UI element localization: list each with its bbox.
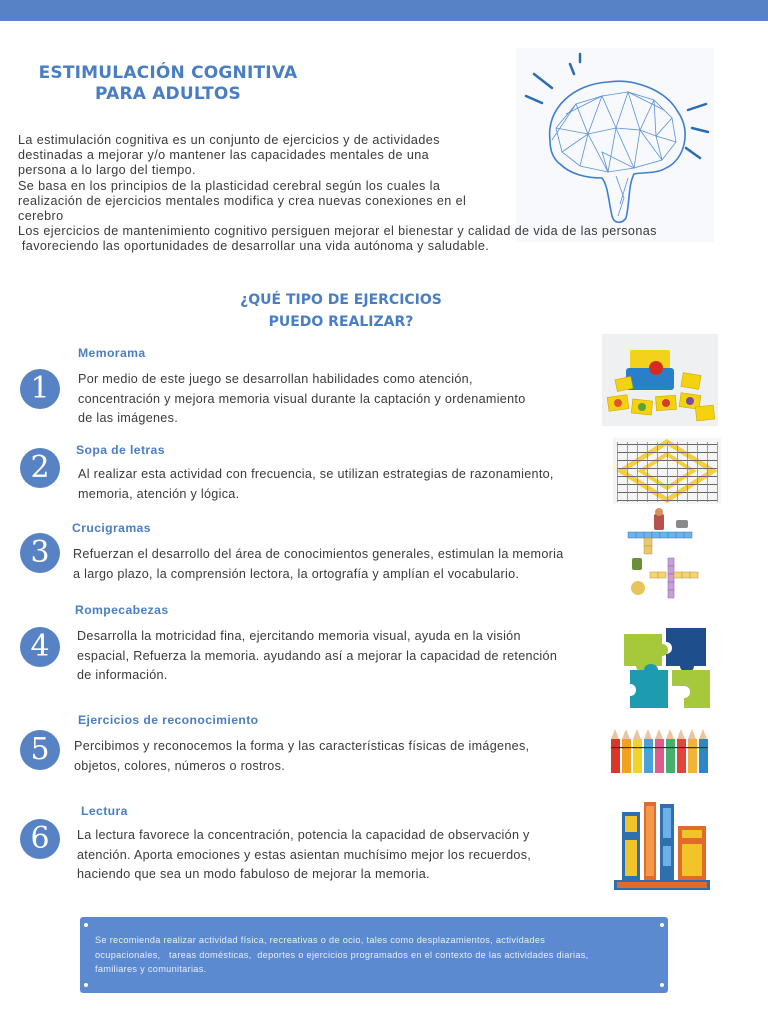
corner-dot [660, 983, 664, 987]
exercise-description-memorama [78, 370, 526, 429]
intro-paragraph [18, 133, 718, 255]
exercise-title-memorama: Memorama [78, 346, 146, 360]
intro-line: cerebro [18, 209, 64, 224]
puzzle-icon [622, 624, 712, 710]
description-line: objetos, colores, números o rostros. [74, 758, 285, 773]
page-title-line2: PARA ADULTOS [94, 84, 241, 104]
description-line: Por medio de este juego se desarrollan habilidades como atención, [78, 372, 473, 386]
description-line: a largo plazo, la comprensión lectora, la ortografía y amplían el vocabulario. [73, 566, 520, 581]
callout-text [95, 933, 655, 977]
intro-line: Se basa en los principios de la plasticidad cerebral según los cuales la [18, 178, 441, 193]
description-line: Percibimos y reconocemos la forma y las características físicas de imágenes, [74, 739, 530, 753]
page-title-line1: ESTIMULACIÓN COGNITIVA [38, 63, 298, 83]
intro-line: persona a lo largo del tiempo. [18, 163, 196, 178]
exercise-number-5: 5 [20, 730, 60, 770]
exercise-description-crucigramas [73, 545, 564, 584]
intro-line: realización de ejercicios mentales modifica y crea nuevas conexiones en el [18, 193, 467, 208]
corner-dot [84, 983, 88, 987]
intro-line: Los ejercicios de mantenimiento cognitivo persiguen mejorar el bienestar y calidad de vida de las personas [18, 224, 657, 239]
description-line: memoria, atención y lógica. [78, 486, 240, 501]
exercise-description-lectura [77, 826, 531, 885]
description-line: espacial, Refuerza la memoria. ayudando así a mejorar la capacidad de retención [77, 648, 558, 663]
exercise-description-sopa-de-letras [78, 465, 554, 504]
exercise-title-crucigramas: Crucigramas [72, 521, 151, 535]
colored-pencils-icon [609, 727, 711, 775]
intro-line: La estimulación cognitiva es un conjunto de ejercicios y de actividades [18, 133, 440, 147]
intro-line: favoreciendo las oportunidades de desarrollar una vida autónoma y saludable. [18, 239, 490, 254]
callout-line: familiares y comunitarias. [95, 964, 207, 975]
exercise-title-sopa-de-letras: Sopa de letras [76, 443, 165, 457]
section-title-line1: ¿QUÉ TIPO DE EJERCICIOS [240, 292, 442, 308]
exercise-number-6: 6 [20, 819, 60, 859]
exercise-number-3: 3 [20, 533, 60, 573]
callout-line: ocupacionales, tareas domésticas, deportes o ejercicios programados en el contexto de las actividades diarias, [95, 949, 589, 960]
exercise-description-rompecabezas [77, 627, 557, 686]
description-line: atención. Aporta emociones y estas asientan muchísimo mejor los recuerdos, [77, 847, 532, 862]
corner-dot [84, 923, 88, 927]
corner-dot [660, 923, 664, 927]
crossword-icon [624, 506, 704, 600]
exercise-title-lectura: Lectura [81, 804, 128, 818]
description-line: de las imágenes. [78, 411, 179, 425]
description-line: La lectura favorece la concentración, potencia la capacidad de observación y [77, 828, 530, 842]
exercise-title-rompecabezas: Rompecabezas [75, 603, 169, 617]
exercise-number-4: 4 [20, 627, 60, 667]
top-banner [0, 0, 768, 21]
callout-line: Se recomienda realizar actividad física, recreativas o de ocio, tales como desplazamientos, actividades [95, 935, 546, 945]
description-line: Refuerzan el desarrollo del área de conocimientos generales, estimulan la memoria [73, 547, 564, 561]
description-line: concentración y mejora memoria visual durante la captación y ordenamiento [78, 391, 526, 406]
recommendation-callout [80, 917, 668, 993]
exercise-number-1: 1 [20, 369, 60, 409]
description-line: Al realizar esta actividad con frecuencia, se utilizan estrategias de razonamiento, [78, 467, 554, 481]
word-search-icon [613, 438, 721, 504]
intro-line: destinadas a mejorar y/o mantener las capacidades mentales de una [18, 148, 430, 163]
section-title-line2: PUEDO REALIZAR? [268, 314, 414, 330]
exercise-title-reconocimiento: Ejercicios de reconocimiento [78, 713, 259, 727]
description-line: de información. [77, 668, 168, 682]
exercise-description-reconocimiento [74, 737, 529, 776]
description-line: haciendo que sea un modo fabuloso de mejorar la memoria. [77, 867, 430, 881]
books-icon [612, 800, 712, 892]
exercise-number-2: 2 [20, 448, 60, 488]
memory-cards-icon [602, 334, 718, 426]
description-line: Desarrolla la motricidad fina, ejercitando memoria visual, ayuda en la visión [77, 629, 521, 643]
